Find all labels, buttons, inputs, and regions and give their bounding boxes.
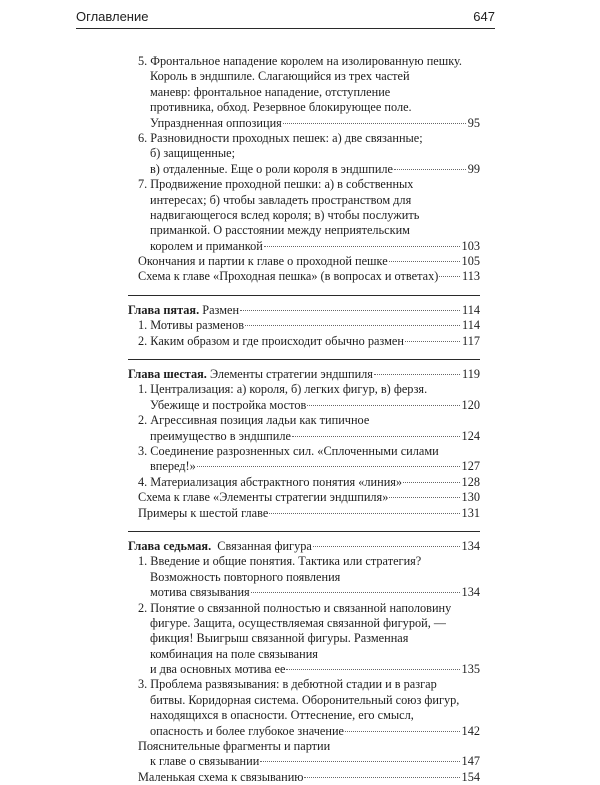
entry-line: Упраздненная оппозиция 95 (150, 115, 480, 130)
dot-leader (307, 405, 459, 406)
dot-leader (286, 669, 459, 670)
entry-line: Возможность повторного появления (150, 569, 341, 584)
entry-line: битвы. Коридорная система. Оборонительный союз фигур, (150, 692, 460, 707)
entry-line: фигуре. Защита, осуществляемая связанной фигурой, — (150, 615, 447, 630)
toc-entry (128, 739, 480, 770)
chapter-page: 119 (462, 367, 480, 382)
dot-leader (405, 341, 460, 342)
chapter-title: Связанная фигура (211, 538, 312, 553)
toc-entry (128, 601, 480, 678)
entry-page: 135 (461, 662, 480, 677)
dot-leader (304, 777, 459, 778)
entry-line: к главе о связывании 147 (150, 754, 480, 769)
chapter-label: Глава пятая. (128, 302, 200, 317)
toc-entry: 1. Мотивы разменов 114 (138, 318, 480, 333)
toc-entry (128, 554, 480, 600)
entry-line: 2. Понятие о связанной полностью и связанной наполовину (138, 600, 452, 615)
entry-line: комбинация на поле связывания (150, 646, 318, 661)
entry-page: 134 (461, 585, 480, 600)
table-of-contents (128, 54, 480, 785)
chapter-heading (128, 303, 480, 318)
entry-line: вперед!» 127 (150, 459, 480, 474)
dot-leader (240, 310, 460, 311)
chapter-page: 134 (461, 538, 480, 553)
entry-line: интересах; б) чтобы завладеть пространством для (150, 192, 412, 207)
entry-page: 154 (461, 769, 480, 784)
dot-leader (260, 761, 459, 762)
dot-leader (394, 169, 466, 170)
entry-line: находящихся в опасности. Оттеснение, его смысл, (150, 708, 414, 723)
running-header (76, 6, 495, 29)
entry-line: преимущество в эндшпиле 124 (150, 428, 480, 443)
entry-line: 5. Фронтальное нападение королем на изолированную пешку. (138, 54, 462, 68)
dot-leader (345, 731, 460, 732)
chapter-title: Размен (199, 302, 240, 317)
entry-page: 105 (461, 254, 480, 269)
toc-entry: 4. Материализация абстрактного понятия «линия» 128 (138, 474, 480, 489)
entry-line: 2. Агрессивная позиция ладьи как типичное (138, 413, 370, 428)
entry-line: 3. Соединение разрозненных сил. «Сплоченными силами (138, 443, 439, 458)
chapter-divider (128, 295, 480, 296)
entry-page: 114 (462, 318, 480, 333)
toc-entry (128, 444, 480, 475)
entry-line: фикция! Выигрыш связанной фигуры. Разменная (150, 631, 409, 646)
dot-leader (269, 513, 459, 514)
chapter-page: 114 (462, 302, 480, 317)
entry-line: надвигающегося вслед короля; в) чтобы послужить (150, 207, 420, 222)
entry-page: 124 (461, 428, 480, 443)
dot-leader (374, 374, 460, 375)
entry-page: 95 (467, 115, 480, 130)
entry-line: б) защищенные; (150, 146, 236, 161)
entry-page: 99 (467, 161, 480, 176)
entry-line: приманкой. О расстоянии между неприятельским (150, 223, 410, 238)
entry-page: 103 (461, 238, 480, 253)
dot-leader (197, 466, 460, 467)
entry-line: 6. Разновидности проходных пешек: а) две связанные; (138, 130, 423, 145)
dot-leader (313, 546, 460, 547)
page-number: 647 (473, 9, 495, 24)
chapter-label: Глава седьмая. (128, 538, 212, 553)
running-title: Оглавление (76, 9, 149, 24)
entry-line: королем и приманкой 103 (150, 238, 480, 253)
entry-line: Пояснительные фрагменты и партии (138, 739, 331, 754)
entry-line: и два основных мотива ее 135 (150, 662, 480, 677)
entry-line: 1. Введение и общие понятия. Тактика или стратегия? (138, 554, 422, 569)
entry-page: 113 (462, 269, 480, 284)
entry-page: 147 (461, 754, 480, 769)
entry-line: опасность и более глубокое значение 142 (150, 723, 480, 738)
dot-leader (251, 592, 460, 593)
dot-leader (403, 482, 459, 483)
dot-leader (283, 123, 466, 124)
entry-line: в) отдаленные. Еще о роли короля в эндшпиле 99 (150, 161, 480, 176)
chapter-title: Элементы стратегии эндшпиля (206, 367, 373, 382)
chapter-label: Глава шестая. (128, 367, 207, 382)
toc-entry: Схема к главе «Проходная пешка» (в вопросах и ответах) 113 (138, 269, 480, 284)
chapter-divider (128, 359, 480, 360)
toc-entry: Маленькая схема к связыванию 154 (138, 769, 480, 784)
dot-leader (439, 276, 460, 277)
entry-page: 131 (461, 505, 480, 520)
entry-page: 127 (461, 459, 480, 474)
toc-entry (128, 413, 480, 444)
dot-leader (389, 497, 459, 498)
toc-entry: Примеры к шестой главе 131 (138, 505, 480, 520)
toc-entry: Окончания и партии к главе о проходной пешке 105 (138, 254, 480, 269)
entry-page: 117 (462, 333, 480, 348)
chapter-heading (128, 539, 480, 554)
entry-page: 142 (461, 723, 480, 738)
toc-entry (128, 177, 480, 254)
toc-entry: Схема к главе «Элементы стратегии эндшпиля» 130 (138, 490, 480, 505)
toc-entry (128, 131, 480, 177)
dot-leader (245, 325, 460, 326)
toc-entry (128, 677, 480, 739)
entry-line: противника, обход. Резервное блокирующее поле. (150, 100, 412, 115)
entry-line: Король в эндшпиле. Слагающийся из трех частей (150, 69, 410, 84)
entry-page: 130 (461, 490, 480, 505)
entry-page: 128 (461, 474, 480, 489)
chapter-divider (128, 531, 480, 532)
dot-leader (389, 261, 460, 262)
dot-leader (292, 436, 460, 437)
chapter-heading (128, 367, 480, 382)
entry-line: 1. Централизация: а) короля, б) легких фигур, в) ферзя. (138, 382, 428, 397)
entry-page: 120 (461, 397, 480, 412)
entry-line: Убежище и постройка мостов 120 (150, 397, 480, 412)
toc-entry (128, 54, 480, 131)
dot-leader (264, 246, 460, 247)
entry-line: маневр: фронтальное нападение, отступление (150, 84, 391, 99)
entry-line: 3. Проблема развязывания: в дебютной стадии и в разгар (138, 677, 437, 692)
toc-entry (128, 382, 480, 413)
entry-line: 7. Продвижение проходной пешки: а) в собственных (138, 177, 414, 192)
entry-line: мотива связывания 134 (150, 585, 480, 600)
toc-entry: 2. Каким образом и где происходит обычно размен 117 (138, 333, 480, 348)
